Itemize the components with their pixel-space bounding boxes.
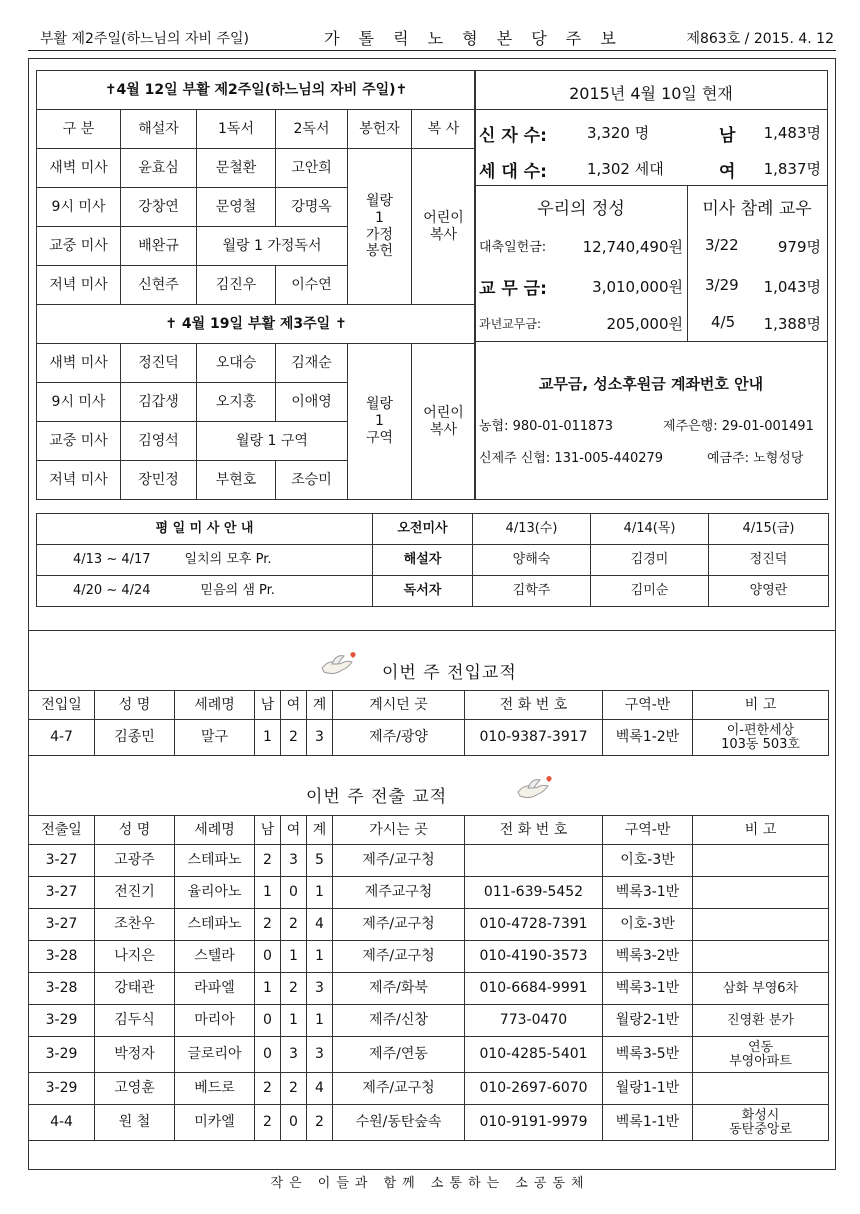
mass-label: 교중 미사 [37,227,121,266]
transfer-in-table [28,690,829,756]
account-info: 농협: 980-01-011873 [479,419,613,434]
col-header: 전입일 [29,691,95,720]
role-label: 독서자 [373,576,473,607]
male-count: 1,483명 [763,124,821,142]
praesidium: 믿음의 샘 Pr. [200,583,275,599]
table-row [29,845,829,877]
bulletin-header [36,24,836,50]
altar-server: 어린이 복사 [412,149,476,305]
table-cell: 3-29 [29,1005,95,1037]
table-cell: 이호-3반 [603,909,693,941]
col-header: 봉헌자 [348,110,412,149]
table-cell: 1 [281,1005,307,1037]
mass-label: 교중 미사 [37,422,121,461]
col-header: 성 명 [95,816,175,845]
col-header: 전출일 [29,816,95,845]
households-label: 세 대 수: [479,162,547,182]
weekday-mass-table [36,513,829,607]
col-header: 전 화 번 호 [465,691,603,720]
attendance-date: 4/5 [711,313,736,331]
offering-title: 우리의 정성 [537,199,625,219]
issue-info: 제863호 / 2015. 4. 12 [686,31,834,47]
divider [475,185,827,186]
table-cell: 1 [307,1005,333,1037]
transfer-in-title: 이번 주 전입교적 [382,663,517,683]
offerer: 월랑 1 가정 봉헌 [348,149,412,305]
table-cell: 수원/동탄숲속 [333,1105,465,1141]
table-cell: 010-6684-9991 [465,973,603,1005]
table-cell: 박정자 [95,1037,175,1073]
table-cell: 773-0470 [465,1005,603,1037]
table-cell: 3-28 [29,941,95,973]
table-row [29,909,829,941]
assigned-name: 김학주 [473,576,591,607]
col-header: 2독서 [276,110,348,149]
col-header: 남 [255,691,281,720]
table-cell: 이-편한세상 103동 503호 [693,720,829,756]
attendance-count: 979명 [777,238,821,256]
commentator: 정진덕 [121,344,197,383]
mass-label: 새벽 미사 [37,344,121,383]
table-cell: 2 [281,973,307,1005]
table-cell: 3-27 [29,877,95,909]
table-cell [465,845,603,877]
table-cell: 벡록3-2반 [603,941,693,973]
table-cell: 4-7 [29,720,95,756]
table-cell: 0 [255,941,281,973]
table-cell: 010-4728-7391 [465,909,603,941]
offering-value: 205,000원 [606,315,683,333]
morning-mass-label: 오전미사 [373,514,473,545]
reader2: 이수연 [276,266,348,305]
dove-icon [318,650,358,680]
offering-value: 3,010,000원 [592,278,683,296]
table-cell [693,845,829,877]
male-label: 남 [719,126,736,146]
households-count: 1,302 세대 [587,160,664,178]
table-row [29,877,829,909]
col-header: 복 사 [412,110,476,149]
reader2: 이애영 [276,383,348,422]
offering-label: 교 무 금: [479,279,547,299]
table-cell: 제주/광양 [333,720,465,756]
table-cell: 3 [307,1037,333,1073]
col-header: 비 고 [693,816,829,845]
account-title: 교무금, 성소후원금 계좌번호 안내 [538,375,764,393]
dove-icon [514,774,554,804]
table-cell: 010-9191-9979 [465,1105,603,1141]
reader2: 고안희 [276,149,348,188]
parish-stats-panel [474,70,828,500]
table-cell: 율리아노 [175,877,255,909]
table-cell: 스테파노 [175,909,255,941]
table-cell: 월랑2-1반 [603,1005,693,1037]
table-cell: 조찬우 [95,909,175,941]
account-info: 예금주: 노형성당 [707,451,804,466]
table-cell: 1 [255,720,281,756]
table-row [29,1037,829,1073]
schedule1-title: ✝4월 12일 부활 제2주일(하느님의 자비 주일)✝ [37,71,476,110]
reader1: 문영철 [197,188,276,227]
reader2: 김재순 [276,344,348,383]
table-cell: 010-9387-3917 [465,720,603,756]
praesidium: 일치의 모후 Pr. [184,552,272,568]
mass-label: 저녁 미사 [37,266,121,305]
table-cell: 2 [281,720,307,756]
table-cell: 고영훈 [95,1073,175,1105]
table-row [29,941,829,973]
mass-label: 저녁 미사 [37,461,121,500]
col-header: 가시는 곳 [333,816,465,845]
table-cell: 제주/교구청 [333,1073,465,1105]
table-cell: 4-4 [29,1105,95,1141]
readers: 월랑 1 가정독서 [197,227,348,266]
table-cell: 0 [281,1105,307,1141]
table-cell: 제주/화북 [333,973,465,1005]
table-cell: 1 [255,877,281,909]
col-header: 세례명 [175,816,255,845]
table-cell: 고광주 [95,845,175,877]
table-cell: 제주교구청 [333,877,465,909]
table-cell: 2 [307,1105,333,1141]
mass-roles-table [36,70,476,500]
table-cell: 010-2697-6070 [465,1073,603,1105]
table-cell: 2 [255,845,281,877]
mass-label: 9시 미사 [37,383,121,422]
col-header: 여 [281,691,307,720]
col-header: 해설자 [121,110,197,149]
table-cell [693,1073,829,1105]
commentator: 신현주 [121,266,197,305]
commentator: 김갑생 [121,383,197,422]
table-cell: 월랑1-1반 [603,1073,693,1105]
table-cell: 원 철 [95,1105,175,1141]
table-cell: 1 [281,941,307,973]
attendance-date: 3/22 [705,236,739,254]
table-cell: 제주/교구청 [333,909,465,941]
reader2: 조승미 [276,461,348,500]
day-header: 4/13(수) [473,514,591,545]
commentator: 김영석 [121,422,197,461]
table-cell: 김종민 [95,720,175,756]
table-cell: 0 [255,1005,281,1037]
reader2: 강명옥 [276,188,348,227]
weekday-period [37,576,373,607]
transfer-out-title: 이번 주 전출 교적 [306,787,448,807]
role-label: 해설자 [373,545,473,576]
table-cell: 벡록3-1반 [603,877,693,909]
col-header: 1독서 [197,110,276,149]
col-header: 계 [307,691,333,720]
divider [475,109,827,110]
table-cell: 4 [307,1073,333,1105]
table-cell: 1 [255,973,281,1005]
col-header: 비 고 [693,691,829,720]
col-header: 구역-반 [603,691,693,720]
table-cell: 김두식 [95,1005,175,1037]
table-cell: 1 [307,877,333,909]
period-range: 4/20 ~ 4/24 [73,583,151,599]
assigned-name: 정진덕 [709,545,829,576]
table-row [29,1005,829,1037]
day-header: 4/15(금) [709,514,829,545]
table-row [29,1073,829,1105]
table-cell: 강태관 [95,973,175,1005]
col-header: 구역-반 [603,816,693,845]
header-divider [28,50,836,51]
table-cell: 2 [255,1073,281,1105]
day-header: 4/14(목) [591,514,709,545]
table-row [29,1105,829,1141]
table-cell: 3 [307,973,333,1005]
mass-label: 9시 미사 [37,188,121,227]
table-cell: 3-29 [29,1073,95,1105]
col-header: 여 [281,816,307,845]
offering-label: 대축일헌금: [479,240,547,255]
female-label: 여 [719,162,736,182]
liturgical-day: 부활 제2주일(하느님의 자비 주일) [40,31,249,47]
table-cell [693,909,829,941]
section-divider [28,630,836,631]
table-cell: 이호-3반 [603,845,693,877]
commentator: 윤효심 [121,149,197,188]
table-cell: 벡록3-1반 [603,973,693,1005]
attendance-count: 1,043명 [763,278,821,296]
reader1: 부현호 [197,461,276,500]
weekday-title: 평 일 미 사 안 내 [37,514,373,545]
bulletin-title: 가 톨 릭 노 형 본 당 주 보 [324,29,623,48]
attendance-count: 1,388명 [763,315,821,333]
table-cell: 4 [307,909,333,941]
table-cell: 3 [281,1037,307,1073]
reader1: 김진우 [197,266,276,305]
table-cell: 0 [255,1037,281,1073]
schedule2-title: ✝ 4월 19일 부활 제3주일 ✝ [37,305,476,344]
period-range: 4/13 ~ 4/17 [73,552,151,568]
table-cell: 미카엘 [175,1105,255,1141]
table-cell: 0 [281,877,307,909]
table-cell: 마리아 [175,1005,255,1037]
table-cell: 말구 [175,720,255,756]
offering-value: 12,740,490원 [582,238,683,256]
table-cell: 삼화 부영6차 [693,973,829,1005]
assigned-name: 양영란 [709,576,829,607]
table-cell: 스텔라 [175,941,255,973]
table-cell: 3-28 [29,973,95,1005]
col-header: 성 명 [95,691,175,720]
believers-label: 신 자 수: [479,126,547,146]
table-cell: 3-29 [29,1037,95,1073]
table-cell: 3 [307,720,333,756]
table-cell: 5 [307,845,333,877]
table-cell: 베드로 [175,1073,255,1105]
table-cell: 2 [281,1073,307,1105]
readers: 월랑 1 구역 [197,422,348,461]
table-row [29,973,829,1005]
table-cell: 글로리아 [175,1037,255,1073]
table-cell: 010-4285-5401 [465,1037,603,1073]
believers-count: 3,320 명 [587,124,650,142]
col-header: 계시던 곳 [333,691,465,720]
transfer-out-table [28,815,829,1141]
table-cell: 3-27 [29,845,95,877]
table-cell: 나지은 [95,941,175,973]
reader1: 문철환 [197,149,276,188]
table-cell: 벡록3-5반 [603,1037,693,1073]
attendance-date: 3/29 [705,276,739,294]
table-cell: 3 [281,845,307,877]
female-count: 1,837명 [763,160,821,178]
offerer: 월랑 1 구역 [348,344,412,500]
commentator: 장민정 [121,461,197,500]
assigned-name: 김미순 [591,576,709,607]
assigned-name: 김경미 [591,545,709,576]
stats-as-of: 2015년 4월 10일 현재 [569,84,733,103]
col-header: 남 [255,816,281,845]
col-header: 전 화 번 호 [465,816,603,845]
table-cell: 3-27 [29,909,95,941]
assigned-name: 양해숙 [473,545,591,576]
table-cell: 011-639-5452 [465,877,603,909]
col-header: 구 분 [37,110,121,149]
mass-label: 새벽 미사 [37,149,121,188]
account-info: 제주은행: 29-01-001491 [663,419,814,434]
commentator: 배완규 [121,227,197,266]
table-cell: 2 [255,1105,281,1141]
table-cell: 제주/교구청 [333,845,465,877]
table-cell: 제주/교구청 [333,941,465,973]
footer-motto: 작은 이들과 함께 소통하는 소공동체 [270,1176,590,1191]
table-cell: 벡록1-1반 [603,1105,693,1141]
col-header: 계 [307,816,333,845]
table-cell: 제주/연동 [333,1037,465,1073]
commentator: 강창연 [121,188,197,227]
altar-server: 어린이 복사 [412,344,476,500]
reader1: 오지홍 [197,383,276,422]
divider [475,341,827,342]
reader1: 오대승 [197,344,276,383]
table-cell: 1 [307,941,333,973]
col-header: 세례명 [175,691,255,720]
account-info: 신제주 신협: 131-005-440279 [479,451,664,466]
table-cell: 2 [281,909,307,941]
table-cell: 연동 부영아파트 [693,1037,829,1073]
table-cell [693,941,829,973]
table-cell: 제주/신창 [333,1005,465,1037]
table-cell: 2 [255,909,281,941]
table-cell: 라파엘 [175,973,255,1005]
weekday-period [37,545,373,576]
table-cell: 진영환 분가 [693,1005,829,1037]
table-cell: 010-4190-3573 [465,941,603,973]
table-cell [693,877,829,909]
offering-label: 과년교무금: [479,317,542,331]
table-cell: 화성시 동탄중앙로 [693,1105,829,1141]
attendance-title: 미사 참례 교우 [702,199,812,219]
table-cell: 스테파노 [175,845,255,877]
table-cell: 벡록1-2반 [603,720,693,756]
table-cell: 전진기 [95,877,175,909]
